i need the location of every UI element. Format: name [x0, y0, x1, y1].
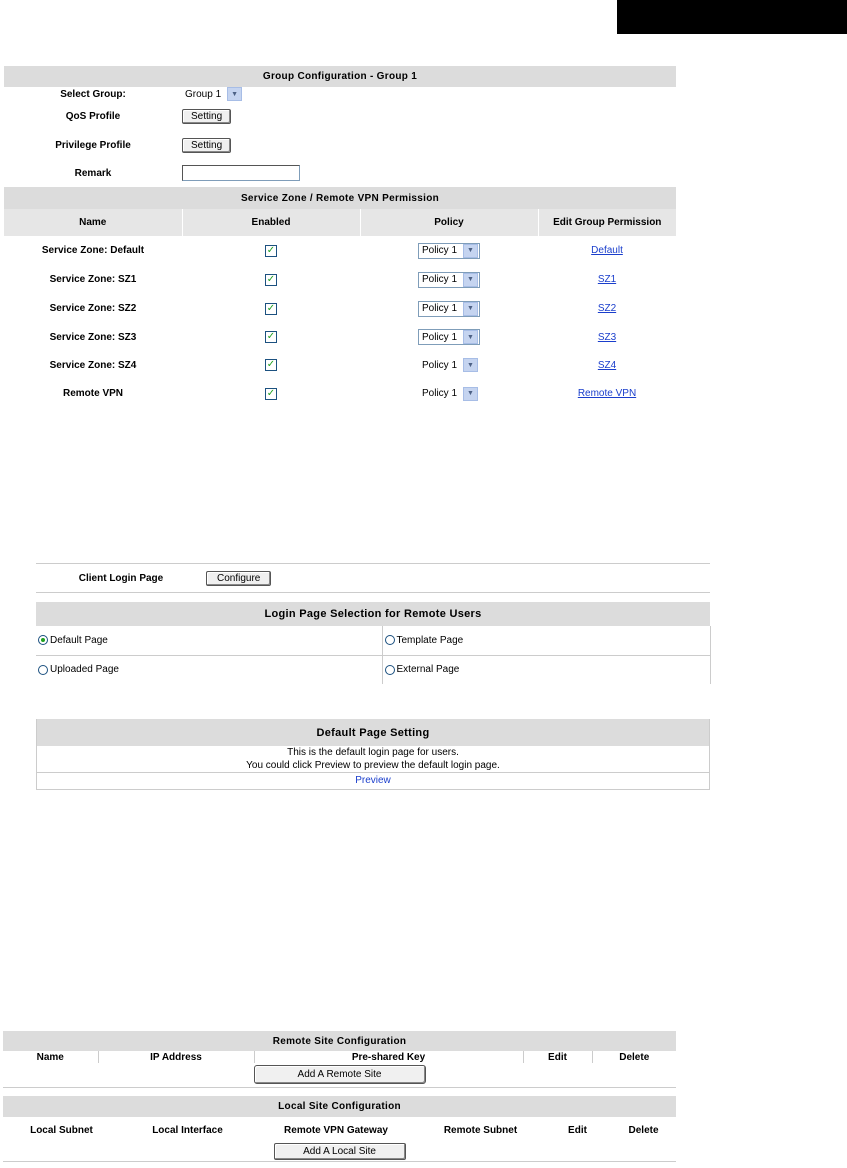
- select-group-value: Group 1: [185, 88, 222, 100]
- enabled-checkbox[interactable]: ✓: [266, 273, 276, 285]
- radio-external-page[interactable]: [383, 664, 710, 675]
- table-row: [4, 236, 676, 265]
- radio-label: External Page: [396, 664, 460, 676]
- radio-label: Uploaded Page: [50, 664, 119, 676]
- configure-button[interactable]: Configure: [206, 571, 271, 586]
- chevron-down-icon: ▼: [463, 358, 478, 372]
- policy-value: Policy 1: [421, 245, 457, 256]
- policy-value: Policy 1: [421, 274, 457, 285]
- chevron-down-icon: ▼: [463, 302, 478, 316]
- table-row: [4, 323, 676, 351]
- policy-dropdown[interactable]: [419, 358, 479, 372]
- policy-dropdown[interactable]: [418, 272, 480, 288]
- policy-value: Policy 1: [421, 388, 457, 399]
- privilege-setting-button[interactable]: Setting: [182, 138, 231, 153]
- client-login-table: [36, 563, 710, 593]
- col-enabled: Enabled: [182, 209, 360, 236]
- policy-dropdown[interactable]: [419, 387, 479, 401]
- permission-link[interactable]: SZ3: [597, 331, 617, 343]
- permission-title: Service Zone / Remote VPN Permission: [4, 187, 676, 209]
- default-page-text-2: You could click Preview to preview the default login page.: [37, 759, 710, 772]
- policy-value: Policy 1: [421, 303, 457, 314]
- enabled-checkbox[interactable]: ✓: [266, 302, 276, 314]
- row-name: Service Zone: SZ3: [49, 331, 137, 343]
- enabled-checkbox[interactable]: ✓: [266, 359, 276, 370]
- chevron-down-icon: ▼: [463, 273, 478, 287]
- chevron-down-icon: ▼: [463, 387, 478, 401]
- remote-site-title: Remote Site Configuration: [3, 1031, 676, 1051]
- remote-site-table: [3, 1031, 676, 1088]
- col-ip-address: IP Address: [98, 1051, 254, 1063]
- policy-value: Policy 1: [421, 359, 457, 371]
- radio-button[interactable]: [385, 665, 395, 675]
- col-name: Name: [3, 1051, 98, 1063]
- preview-link[interactable]: Preview: [355, 775, 391, 786]
- permission-link[interactable]: Remote VPN: [577, 388, 637, 399]
- col-delete: Delete: [628, 1124, 659, 1136]
- qos-label: QoS Profile: [65, 110, 121, 122]
- enabled-checkbox[interactable]: ✓: [266, 387, 276, 399]
- permission-link[interactable]: Default: [591, 245, 623, 256]
- radio-uploaded-page[interactable]: [36, 664, 382, 675]
- col-name: Name: [4, 209, 182, 236]
- add-local-site-button[interactable]: Add A Local Site: [274, 1143, 406, 1160]
- row-name: Service Zone: SZ2: [49, 303, 137, 314]
- policy-dropdown[interactable]: [418, 329, 480, 345]
- radio-label: Template Page: [396, 634, 464, 646]
- table-row: [4, 379, 676, 408]
- policy-dropdown[interactable]: [418, 243, 480, 259]
- enabled-checkbox[interactable]: ✓: [266, 331, 276, 342]
- col-edit: Edit: [523, 1051, 592, 1063]
- permission-link[interactable]: SZ1: [597, 274, 617, 285]
- radio-template-page[interactable]: [383, 635, 710, 646]
- col-edit: Edit: [568, 1124, 587, 1136]
- row-name: Remote VPN: [62, 388, 123, 399]
- local-site-title: Local Site Configuration: [3, 1096, 676, 1117]
- permission-link[interactable]: SZ2: [597, 303, 617, 314]
- remark-label: Remark: [74, 167, 112, 179]
- col-edit-permission: Edit Group Permission: [538, 209, 676, 236]
- radio-button[interactable]: [385, 635, 395, 645]
- enabled-checkbox[interactable]: ✓: [266, 244, 276, 256]
- remark-input[interactable]: [182, 165, 300, 181]
- default-page-table: [36, 719, 710, 790]
- radio-button[interactable]: [38, 665, 48, 675]
- header-black-box: [617, 0, 847, 34]
- policy-value: Policy 1: [421, 331, 457, 343]
- table-row: [4, 265, 676, 294]
- row-name: Service Zone: SZ4: [49, 359, 137, 371]
- select-group-dropdown[interactable]: [182, 87, 243, 101]
- table-row: [4, 294, 676, 323]
- col-delete: Delete: [619, 1051, 650, 1063]
- col-policy: Policy: [360, 209, 538, 236]
- add-remote-site-button[interactable]: Add A Remote Site: [254, 1065, 426, 1084]
- client-login-label: Client Login Page: [78, 572, 164, 584]
- chevron-down-icon: ▼: [463, 244, 478, 258]
- radio-button[interactable]: [38, 635, 48, 645]
- group-config-table: [4, 66, 676, 408]
- table-row: [4, 351, 676, 379]
- default-page-title: Default Page Setting: [37, 719, 710, 746]
- row-name: Service Zone: SZ1: [49, 274, 137, 285]
- col-local-subnet: Local Subnet: [30, 1124, 93, 1136]
- col-remote-subnet: Remote Subnet: [443, 1124, 518, 1136]
- policy-dropdown[interactable]: [418, 301, 480, 317]
- group-config-title: Group Configuration - Group 1: [4, 66, 676, 87]
- row-name: Service Zone: Default: [41, 245, 145, 256]
- chevron-down-icon: ▼: [227, 87, 242, 101]
- radio-default-page[interactable]: [36, 635, 382, 646]
- select-group-label: Select Group:: [60, 88, 126, 100]
- login-selection-title: Login Page Selection for Remote Users: [36, 602, 710, 626]
- permission-link[interactable]: SZ4: [597, 359, 617, 371]
- qos-setting-button[interactable]: Setting: [182, 109, 231, 124]
- local-site-table: [3, 1096, 676, 1162]
- login-selection-table: [36, 602, 711, 684]
- col-preshared-key: Pre-shared Key: [254, 1051, 523, 1063]
- chevron-down-icon: ▼: [463, 330, 478, 344]
- privilege-label: Privilege Profile: [55, 139, 131, 151]
- col-local-interface: Local Interface: [152, 1124, 223, 1136]
- default-page-text-1: This is the default login page for users.: [287, 747, 459, 758]
- radio-label: Default Page: [50, 634, 108, 646]
- col-remote-vpn-gateway: Remote VPN Gateway: [284, 1124, 388, 1136]
